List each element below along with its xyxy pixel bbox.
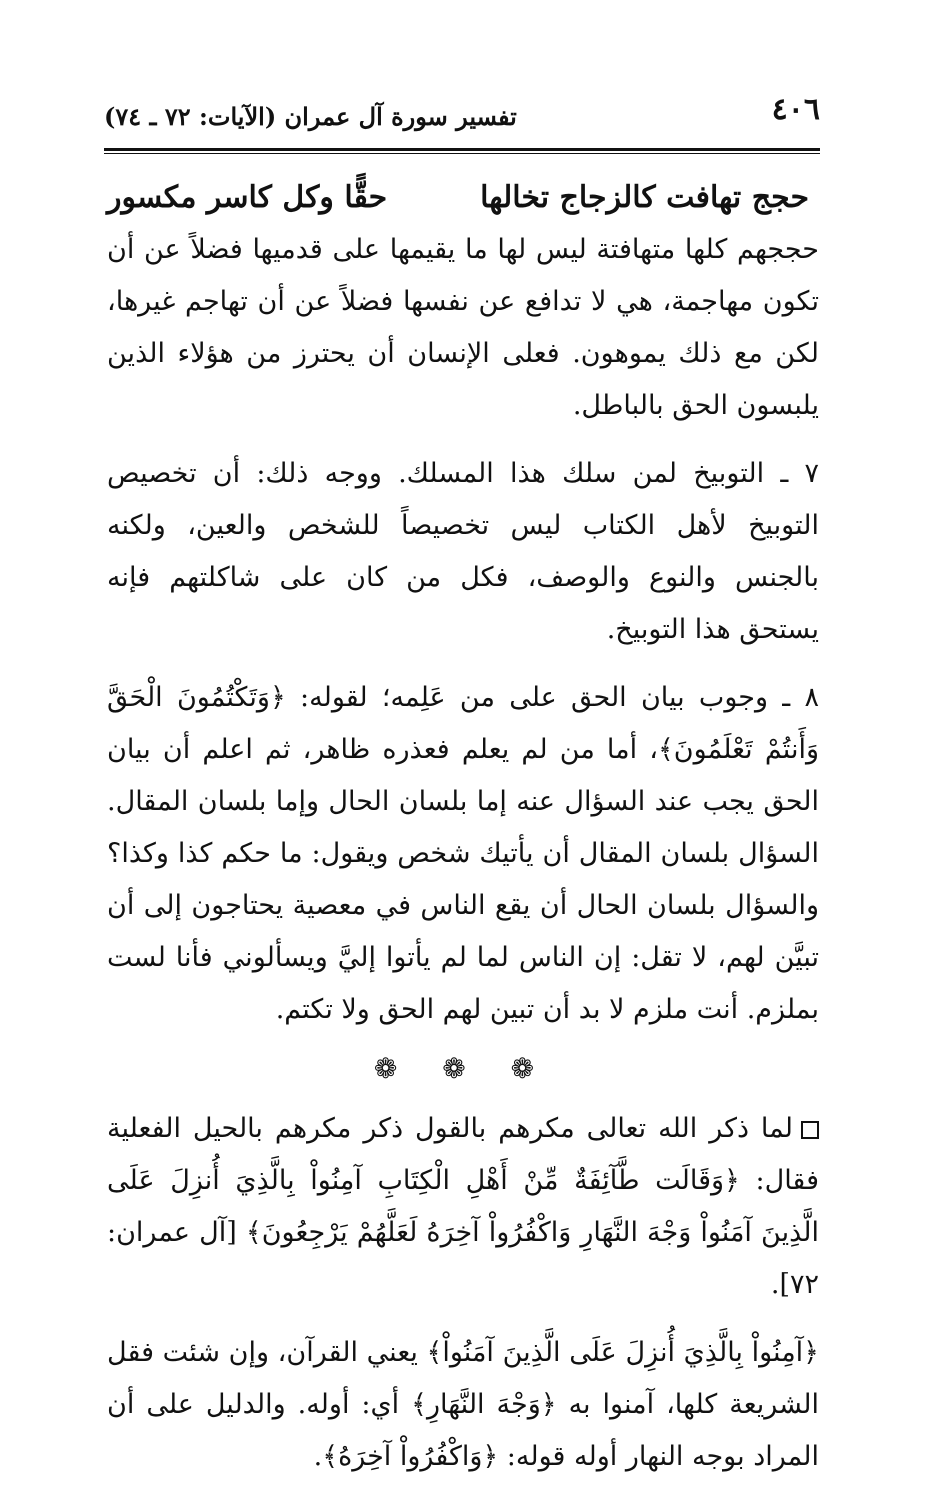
verse-hemistich-first: حجج تهافت كالزجاج تخالها	[480, 180, 809, 215]
paragraph-2: ٧ ـ التوبيخ لمن سلك هذا المسلك. ووجه ذلك: أن تخصيص التوبيخ لأهل الكتاب ليس تخصيصاً للشخص والعين، ولكنه بالجنس والنوع والوصف، فكل من كان على شاكلتهم فإنه يستحق هذا التوبيخ.	[107, 458, 819, 645]
page-header	[104, 92, 820, 140]
verse-hemistich-second: حقًّا وكل كاسر مكسور	[107, 180, 388, 215]
paragraph-1: حججهم كلها متهافتة ليس لها ما يقيمها على قدميها فضلاً عن أن تكون مهاجمة، هي لا تدافع عن نفسها فضلاً عن أن تهاجم غيرها، لكن مع ذلك يموهون. فعلى الإنسان أن يحترز من هؤلاء الذين يلبسون الحق بالباطل.	[107, 234, 819, 421]
section-divider: ❁ ❁ ❁	[373, 1052, 553, 1085]
header-rule	[104, 148, 820, 154]
paragraph-4-text: لما ذكر الله تعالى مكرهم بالقول ذكر مكرهم بالحيل الفعلية فقال: ﴿وَقَالَت طَّآئِفَةٌ مِّنْ أَهْلِ الْكِتَابِ آمِنُواْ بِالَّذِيَ أُنزِلَ عَلَى الَّذِينَ آمَنُواْ وَجْهَ النَّهَارِ وَاكْفُرُواْ آخِرَهُ لَعَلَّهُمْ يَرْجِعُونَ﴾ [آل عمران: ٧٢].	[107, 1113, 819, 1300]
square-bullet-icon	[801, 1121, 819, 1139]
paragraph-3: ٨ ـ وجوب بيان الحق على من عَلِمه؛ لقوله: ﴿وَتَكْتُمُونَ الْحَقَّ وَأَنتُمْ تَعْلَمُونَ﴾، أما من لم يعلم فعذره ظاهر، ثم اعلم أن بيان الحق يجب عند السؤال عنه إما بلسان الحال وإما بلسان المقال. السؤال بلسان المقال أن يأتيك شخص ويقول: ما حكم كذا وكذا؟ والسؤال بلسان الحال أن يقع الناس في معصية يحتاجون إلى أن تبيَّن لهم، لا تقل: إن الناس لما لم يأتوا إليَّ ويسألوني فأنا لست بملزم. أنت ملزم لا بد أن تبين لهم الحق ولا تكتم.	[107, 682, 819, 1025]
running-title: تفسير سورة آل عمران (الآيات: ٧٢ ـ ٧٤)	[104, 102, 517, 131]
paragraph-5: ﴿آمِنُواْ بِالَّذِيَ أُنزِلَ عَلَى الَّذِينَ آمَنُواْ﴾ يعني القرآن، وإن شئت فقل الشريعة كلها، آمنوا به ﴿وَجْهَ النَّهَارِ﴾ أي: أوله. والدليل على أن المراد بوجه النهار أوله قوله: ﴿وَاكْفُرُواْ آخِرَهُ﴾.	[107, 1337, 819, 1472]
page-content	[107, 176, 819, 1499]
poetry-verse	[107, 176, 819, 220]
paragraph-4	[107, 1103, 819, 1311]
page-number: ٤٠٦	[771, 92, 820, 127]
